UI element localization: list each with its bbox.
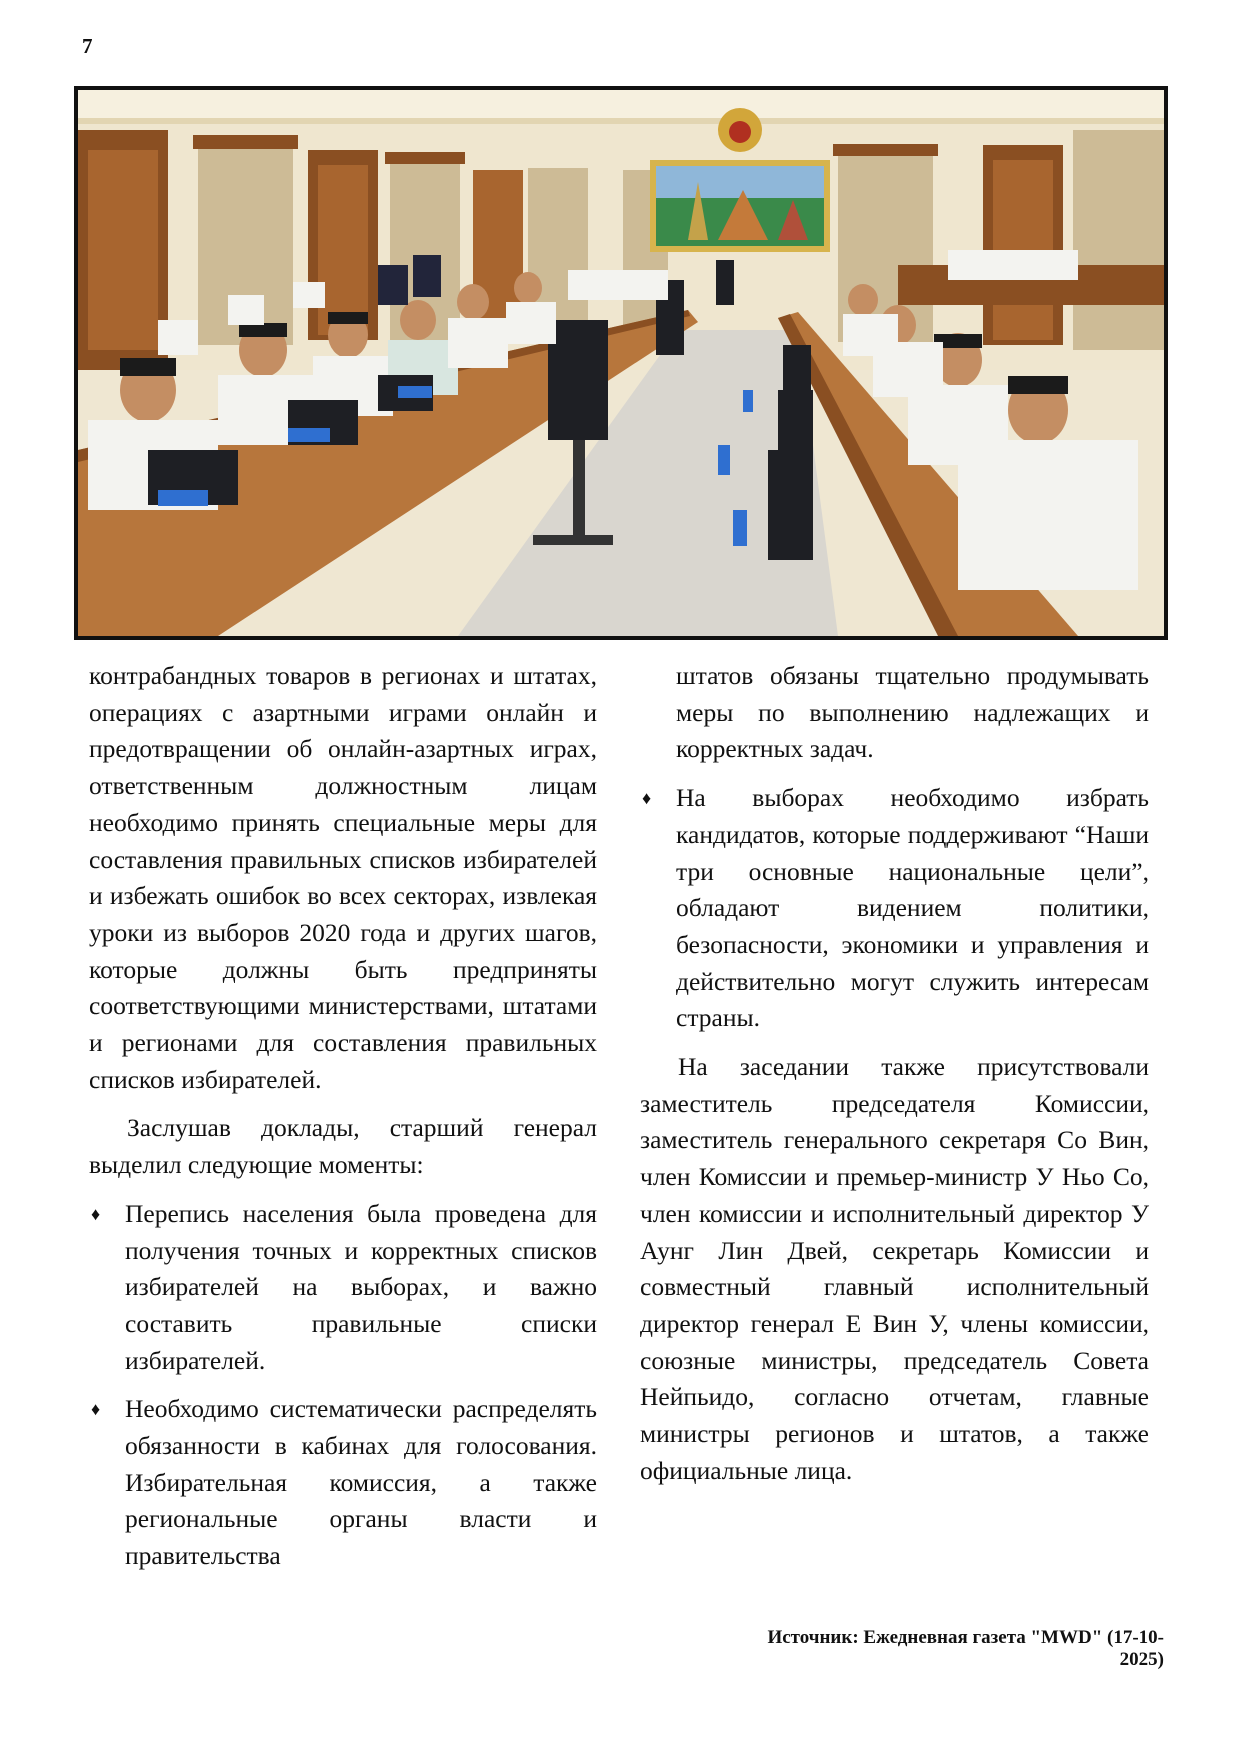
bullet-diamond-icon: ♦ [91, 1203, 101, 1224]
right-bullet-1-text: На выборах необходимо избрать кандидатов, которые поддерживают “Наши три основные национальные цели”, обладают видением политики, безопасности, экономики и управления и действительно могут служить интересам страны. [676, 783, 1149, 1033]
bullet-diamond-icon: ♦ [91, 1399, 101, 1420]
left-paragraph-1: контрабандных товаров в регионах и штатах, операциях с азартными играми онлайн и предотвращении об онлайн-азартных играх, ответственным должностным лицам необходимо принять специальные меры для составления правильных списков избирателей и избежать ошибок во всех секторах, извлекая уроки из выборов 2020 года и других шагов, которые должны быть предприняты соответствующими министерствами, штатами и регионами для составления правильных списков избирателей. [89, 661, 597, 1094]
left-paragraph-2: Заслушав доклады, старший генерал выделил следующие моменты: [89, 1113, 597, 1180]
right-bullet-continuation: штатов обязаны тщательно продумывать меры по выполнению надлежащих и корректных задач. [676, 661, 1149, 764]
left-bullet-1-text: Перепись населения была проведена для получения точных и корректных списков избирателей на выборах, и важно составить правильные списки избирателей. [125, 1198, 597, 1375]
left-bullet-2-text: Необходимо систематически распределять обязанности в кабинах для голосования. Избирательная комиссия, а также региональные органы власти и правительства [125, 1394, 597, 1571]
right-paragraph: На заседании также присутствовали заместитель председателя Комиссии, заместитель генерального секретаря Со Вин, член Комиссии и премьер-министр У Ньо Со, член комиссии и исполнительный директор У Аунг Лин Двей, секретарь Комиссии и совместный главный исполнительный директор генерал Е Вин У, члены комиссии, союзные министры, председатель Совета Нейпьидо, согласно отчетам, главные министры регионов и штатов, а также официальные лица. [640, 1052, 1149, 1485]
left-column [89, 658, 597, 1575]
meeting-photo [74, 86, 1168, 640]
right-column [640, 658, 1149, 1489]
right-bullet-1 [640, 780, 1149, 1037]
bullet-diamond-icon: ♦ [642, 788, 652, 809]
left-bullet-1 [89, 1196, 597, 1380]
source-credit: Источник: Ежедневная газета "MWD" (17-10-2025) [767, 1627, 1164, 1670]
left-bullet-2 [89, 1391, 597, 1575]
meeting-room-illustration [78, 90, 1164, 636]
page-number: 7 [82, 34, 93, 58]
